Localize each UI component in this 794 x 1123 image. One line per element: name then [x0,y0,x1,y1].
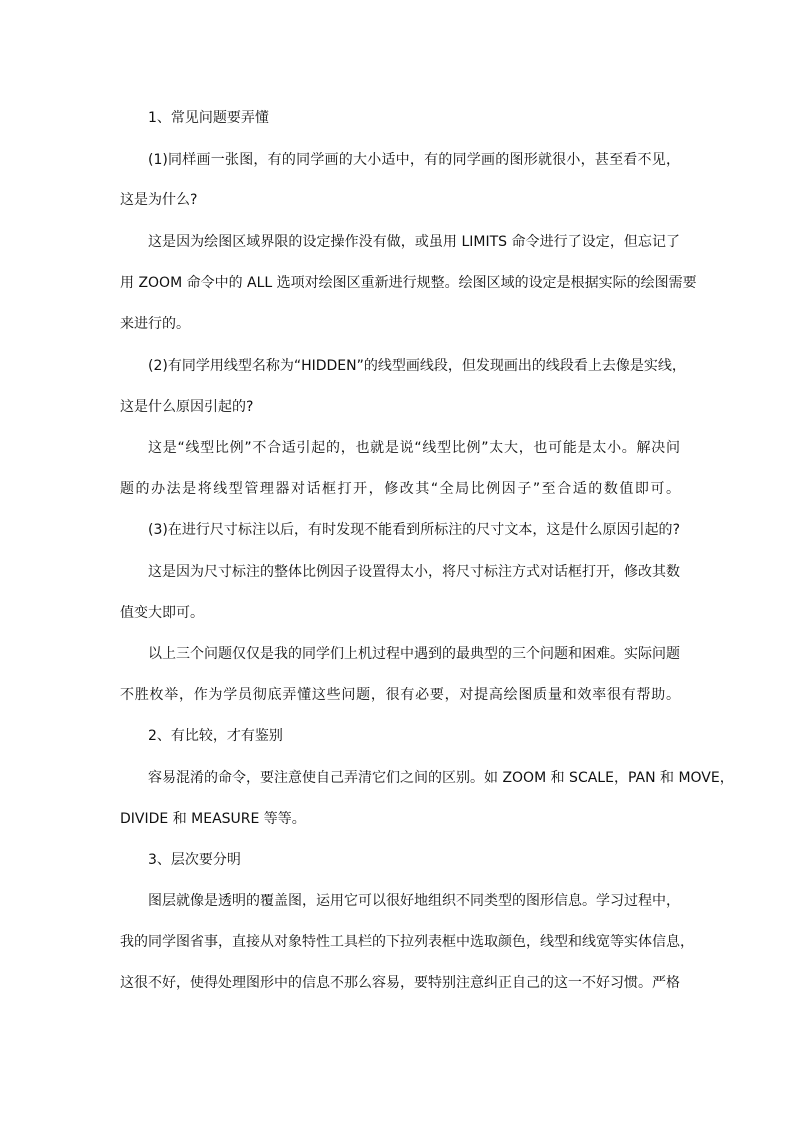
question-3-line-1: (3)在进行尺寸标注以后，有时发现不能看到所标注的尺寸文本，这是什么原因引起的? [148,522,680,538]
comparison-line-2: DIVIDE 和 MEASURE 等等。 [120,811,306,827]
layers-line-1: 图层就像是透明的覆盖图，运用它可以很好地组织不同类型的图形信息。学习过程中， [148,893,680,909]
answer-1-line-2: 用 ZOOM 命令中的 ALL 选项对绘图区重新进行规整。绘图区域的设定是根据实际的绘图需要 [120,275,697,291]
question-2-line-1: (2)有同学用线型名称为“HIDDEN”的线型画线段，但发现画出的线段看上去像是实线， [148,358,686,374]
summary-line-2: 不胜枚举，作为学员彻底弄懂这些问题，很有必要，对提高绘图质量和效率很有帮助。 [120,687,680,703]
answer-2-line-1: 这是“线型比例”不合适引起的，也就是说“线型比例”太大，也可能是太小。解决问 [148,440,680,456]
question-1-line-1: (1)同样画一张图，有的同学画的大小适中，有的同学画的图形就很小，甚至看不见， [148,152,680,168]
heading-layers: 3、层次要分明 [148,852,241,868]
answer-3-line-1: 这是因为尺寸标注的整体比例因子设置得太小，将尺寸标注方式对话框打开，修改其数 [148,564,680,580]
heading-comparison: 2、有比较，才有鉴别 [148,728,283,744]
layers-line-3: 这很不好，使得处理图形中的信息不那么容易，要特别注意纠正自己的这一不好习惯。严格 [120,975,680,991]
comparison-line-1: 容易混淆的命令，要注意使自己弄清它们之间的区别。如 ZOOM 和 SCALE，PAN 和 MOVE， [148,770,734,786]
answer-2-line-2: 题的办法是将线型管理器对话框打开，修改其“全局比例因子”至合适的数值即可。 [120,481,680,497]
question-1-line-2: 这是为什么? [120,192,198,208]
question-2-line-2: 这是什么原因引起的? [120,399,254,415]
summary-line-1: 以上三个问题仅仅是我的同学们上机过程中遇到的最典型的三个问题和困难。实际问题 [148,646,680,662]
layers-line-2: 我的同学图省事，直接从对象特性工具栏的下拉列表框中选取颜色，线型和线宽等实体信息， [120,934,694,950]
answer-3-line-2: 值变大即可。 [120,605,204,621]
answer-1-line-1: 这是因为绘图区域界限的设定操作没有做，或虽用 LIMITS 命令进行了设定，但忘记了 [148,234,680,250]
heading-common-problems: 1、常见问题要弄懂 [148,110,269,126]
answer-1-line-3: 来进行的。 [120,316,190,332]
